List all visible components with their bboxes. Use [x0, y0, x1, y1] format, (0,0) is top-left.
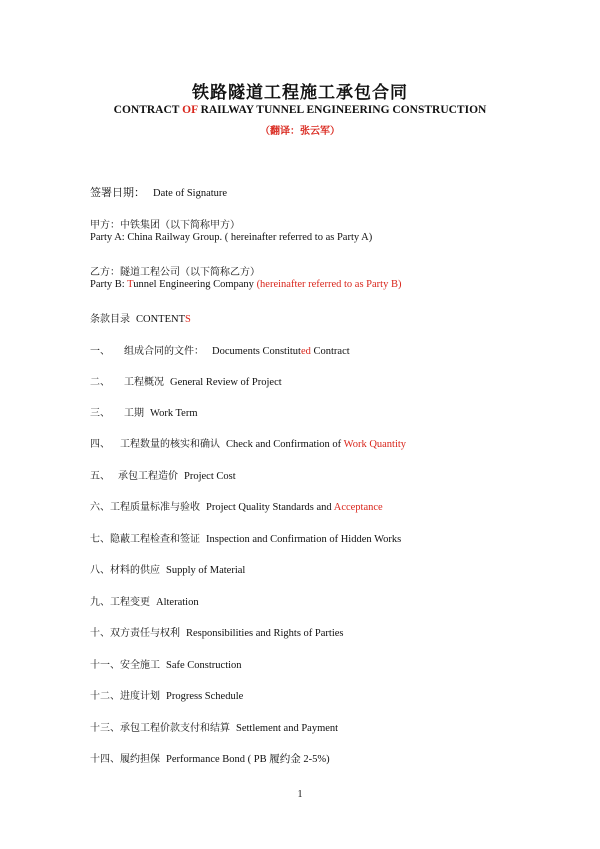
toc-item-number: 七、	[90, 534, 110, 545]
toc-item-cn: 组成合同的文件：	[124, 346, 204, 357]
toc-item-cn: 履约担保	[120, 754, 160, 765]
toc-item-en: General Review of Project	[170, 377, 282, 388]
toc-item-number: 十一、	[90, 660, 120, 671]
toc-item	[90, 498, 383, 513]
toc-item-cn: 工程概况	[124, 377, 164, 388]
party-a-en: Party A: China Railway Group. ( hereinafter referred to as Party A)	[90, 232, 373, 243]
signature-date-line	[90, 184, 227, 200]
toc-item-en-red: Acceptance	[333, 502, 383, 513]
toc-item	[90, 467, 236, 482]
toc-item	[90, 435, 406, 450]
toc-item-cn: 材料的供应	[110, 565, 160, 576]
toc-item-en-red: Work Quantity	[343, 439, 407, 450]
toc-item-number: 三、	[90, 408, 110, 419]
toc-item	[90, 750, 330, 766]
toc-item-number: 九、	[90, 597, 110, 608]
toc-item-cn: 安全施工	[120, 660, 160, 671]
toc-item	[90, 561, 245, 576]
toc-item-cn: 承包工程造价	[118, 471, 178, 482]
toc-item-number: 十二、	[90, 691, 120, 702]
toc-item-en: Documents Constitut	[212, 346, 301, 357]
party-b-en-mid: unnel Engineering Company	[133, 279, 257, 290]
signature-label-en: Date of Signature	[153, 188, 228, 199]
document-title-english	[0, 104, 600, 116]
toc-item-cn: 工程质量标准与验收	[110, 502, 200, 513]
toc-item-cn: 工程变更	[110, 597, 150, 608]
toc-item-cn: 工期	[124, 408, 144, 419]
party-b-en	[90, 279, 401, 290]
toc-item	[90, 719, 338, 734]
toc-item-cn: 工程数量的核实和确认	[120, 439, 220, 450]
contents-heading-en: CONTENT	[136, 314, 185, 325]
toc-item-number: 一、	[90, 346, 110, 357]
toc-item-number: 十四、	[90, 754, 120, 765]
page-number: 1	[297, 789, 303, 800]
toc-item-en: Safe Construction	[166, 660, 242, 671]
party-b-cn: 乙方：隧道工程公司（以下简称乙方）	[90, 267, 260, 278]
toc-item-cn: 承包工程价款支付和结算	[120, 723, 230, 734]
title-en-part2: RAILWAY TUNNEL ENGINEERING CONSTRUCTION	[197, 104, 487, 116]
toc-item	[90, 530, 401, 545]
toc-item-number: 十、	[90, 628, 110, 639]
contents-heading-en-red: S	[185, 314, 191, 325]
toc-item-cn: 双方责任与权利	[110, 628, 180, 639]
toc-item-en: Performance Bond ( PB 履约金 2-5%)	[166, 754, 330, 765]
toc-item	[90, 404, 198, 419]
toc-item-en-red: ed	[300, 346, 311, 357]
toc-item-number: 四、	[90, 439, 110, 450]
toc-item-en-tail: Contract	[310, 346, 350, 357]
toc-item-cn: 进度计划	[120, 691, 160, 702]
toc-item-en: Alteration	[156, 597, 199, 608]
toc-item-number: 八、	[90, 565, 110, 576]
toc-item-en: Supply of Material	[166, 565, 246, 576]
toc-item-number: 六、	[90, 502, 110, 513]
toc-item-en: Check and Confirmation of	[226, 439, 344, 450]
toc-item-en: Progress Schedule	[166, 691, 244, 702]
contents-heading	[90, 310, 191, 325]
translator-credit: （翻译：张云军）	[260, 126, 340, 137]
party-b-en-prefix: Party B:	[90, 279, 128, 290]
contents-heading-cn: 条款目录	[90, 314, 130, 325]
title-en-of: OF	[182, 104, 198, 116]
party-a-cn: 甲方：中铁集团（以下简称甲方）	[90, 220, 240, 231]
toc-item-en: Project Cost	[184, 471, 236, 482]
toc-item-number: 五、	[90, 471, 110, 482]
toc-item-number: 二、	[90, 377, 110, 388]
party-b-en-t: T	[127, 279, 134, 290]
toc-item	[90, 373, 282, 388]
toc-item-en: Work Term	[150, 408, 198, 419]
toc-item	[90, 687, 243, 702]
toc-item-en: Project Quality Standards and	[206, 502, 334, 513]
toc-item-en: Inspection and Confirmation of Hidden Works	[206, 534, 402, 545]
toc-item-en: Responsibilities and Rights of Parties	[186, 628, 344, 639]
toc-item-cn: 隐蔽工程检查和签证	[110, 534, 200, 545]
toc-item	[90, 342, 350, 357]
toc-item	[90, 624, 344, 639]
title-en-part1: CONTRACT	[113, 104, 183, 116]
document-title-chinese: 铁路隧道工程施工承包合同	[192, 83, 408, 103]
toc-item	[90, 593, 199, 608]
toc-item	[90, 656, 242, 671]
toc-item-number: 十三、	[90, 723, 120, 734]
signature-label-cn: 签署日期：	[90, 186, 145, 199]
toc-item-en: Settlement and Payment	[236, 723, 339, 734]
party-b-en-red: (hereinafter referred to as Party B)	[256, 279, 402, 290]
